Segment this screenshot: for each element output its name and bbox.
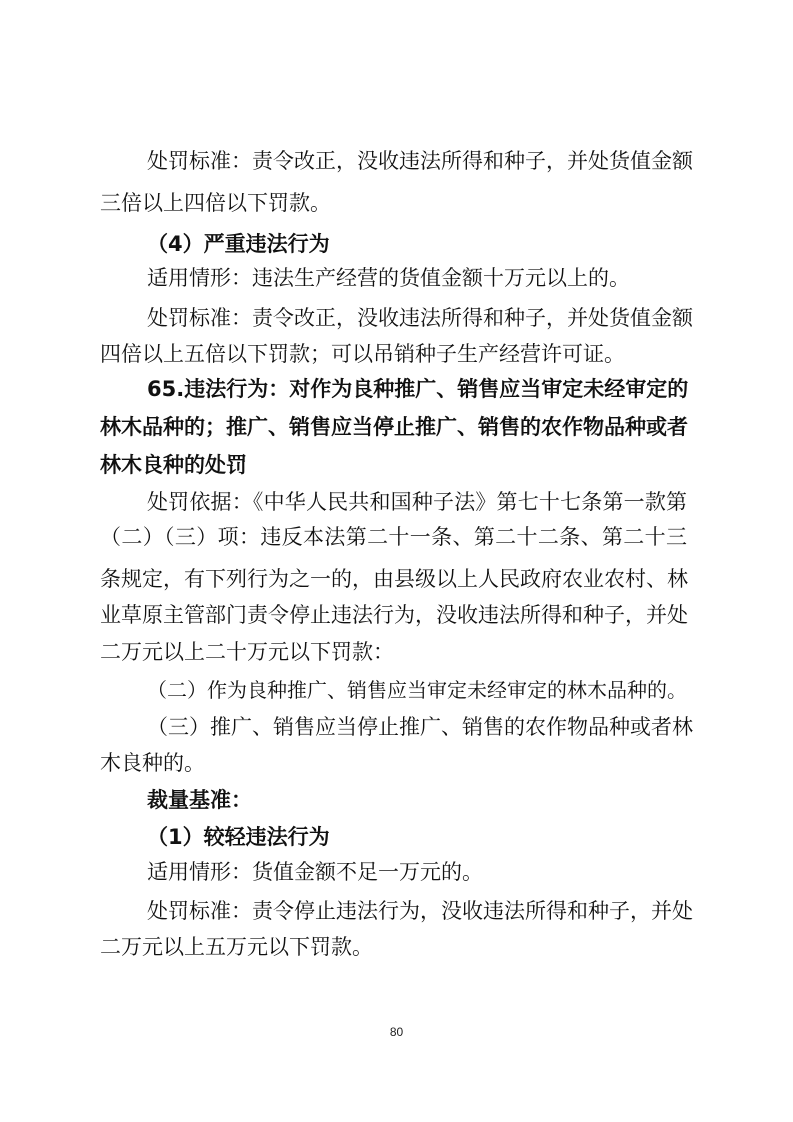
paragraph-line: 二万元以上二十万元以下罚款： — [100, 640, 394, 664]
paragraph-line: 四倍以上五倍以下罚款；可以吊销种子生产经营许可证。 — [100, 342, 625, 366]
paragraph-line: 处罚标准：责令改正，没收违法所得和种子，并处货值金额 — [147, 149, 693, 173]
paragraph-line: （三）推广、销售应当停止推广、销售的农作物品种或者林 — [147, 715, 693, 739]
paragraph-line: 处罚标准：责令改正，没收违法所得和种子，并处货值金额 — [147, 306, 693, 330]
paragraph-line: （二）（三）项：违反本法第二十一条、第二十二条、第二十三 — [100, 525, 687, 549]
paragraph-line: 二万元以上五万元以下罚款。 — [100, 935, 373, 959]
section-heading: （1）较轻违法行为 — [147, 825, 330, 849]
paragraph-line: 处罚依据：《中华人民共和国种子法》第七十七条第一款第 — [147, 490, 687, 514]
paragraph-line: 适用情形：违法生产经营的货值金额十万元以上的。 — [147, 266, 630, 290]
article-heading: 65.违法行为：对作为良种推广、销售应当审定未经审定的 — [147, 377, 689, 401]
paragraph-line: 适用情形：货值金额不足一万元的。 — [147, 860, 483, 884]
paragraph-line: 木良种的。 — [100, 751, 205, 775]
paragraph-line: 三倍以上四倍以下罚款。 — [100, 191, 331, 215]
section-heading: 裁量基准： — [147, 788, 252, 812]
paragraph-line: 业草原主管部门责令停止违法行为，没收违法所得和种子，并处 — [100, 603, 688, 627]
article-heading: 林木品种的；推广、销售应当停止推广、销售的农作物品种或者 — [100, 415, 688, 439]
page-number: 80 — [389, 1025, 404, 1039]
paragraph-line: （二）作为良种推广、销售应当审定未经审定的林木品种的。 — [147, 678, 687, 702]
paragraph-line: 处罚标准：责令停止违法行为，没收违法所得和种子，并处 — [147, 899, 693, 923]
article-heading: 林木良种的处罚 — [100, 453, 247, 477]
paragraph-line: 条规定，有下列行为之一的，由县级以上人民政府农业农村、林 — [100, 567, 688, 591]
section-heading: （4）严重违法行为 — [147, 232, 330, 256]
